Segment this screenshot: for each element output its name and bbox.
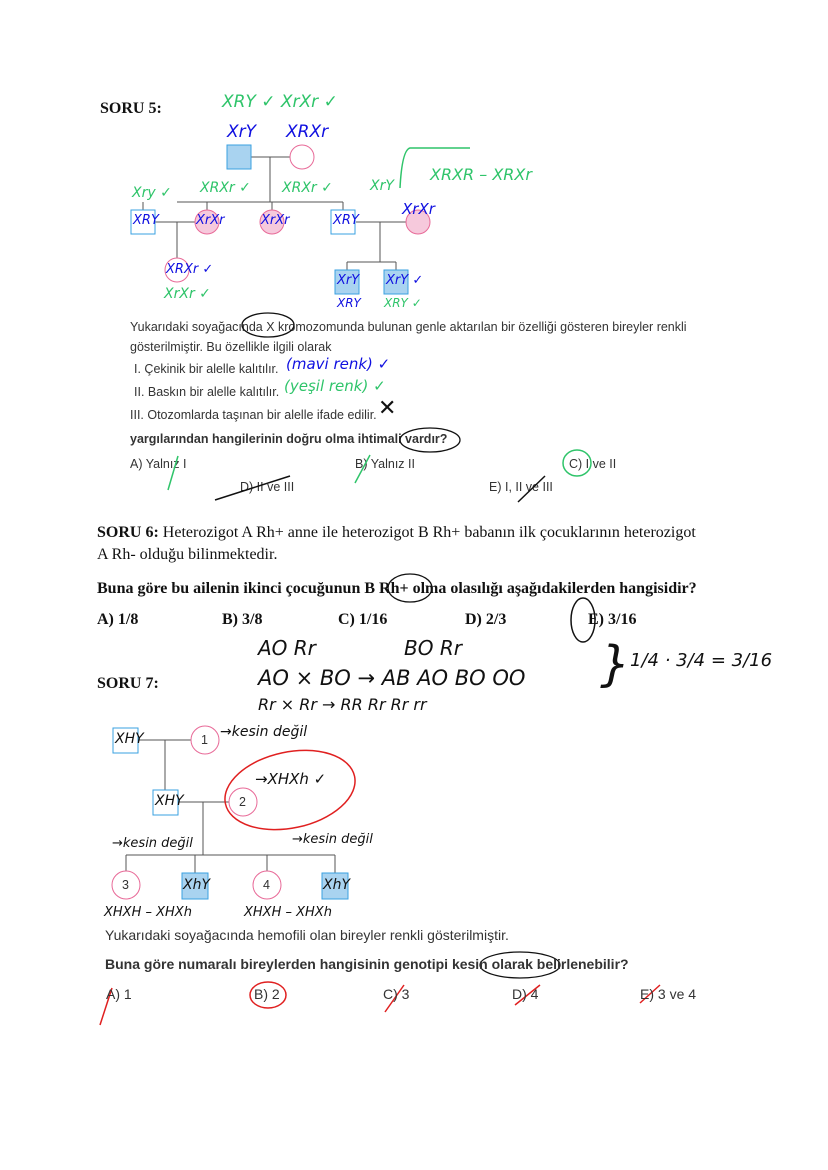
s6-stem-text: Heterozigot A Rh+ anne ile heterozigot B Rh+ babanın ilk çocuklarının heterozigot	[158, 524, 696, 541]
s7-note-3-below: XHXH – XHXh	[104, 905, 192, 920]
s5-note-g2-3: XRXr ✓	[282, 180, 333, 196]
s5-note-granddaughter: XrXr ✓	[164, 286, 211, 302]
s7-label-3: 3	[122, 878, 129, 892]
s7-heading: SORU 7:	[97, 675, 159, 692]
s7-note-2: →XHXh ✓	[255, 770, 327, 788]
s5-statement-3: III. Otozomlarda taşınan bir alelle ifade edilir.	[130, 408, 377, 422]
s5-question: yargılarından hangilerinin doğru olma ihtimali vardır?	[130, 432, 448, 446]
s5-statement-2: II. Baskın bir alelle kalıtılır.	[134, 385, 280, 399]
s7-geno-father: XHY	[155, 793, 184, 809]
s6-option-c[interactable]: C) 1/16	[338, 611, 388, 628]
s5-option-d[interactable]: D) II ve III	[240, 480, 295, 494]
s5-statement-2-note: (yeşil renk) ✓	[284, 377, 386, 395]
s5-geno-wife2: XrXr	[402, 200, 435, 218]
s5-note-g2-5: XRXR – XRXr	[430, 165, 532, 184]
s5-option-b[interactable]: B) Yalnız II	[355, 457, 415, 471]
s6-work-result: 1/4 · 3/4 = 3/16	[630, 650, 773, 671]
s5-note-g2-2: XRXr ✓	[200, 180, 251, 196]
s6-question: Buna göre bu ailenin ikinci çocuğunun B Rh+ olma olasılığı aşağıdakilerden hangisidir?	[97, 580, 697, 597]
s5-note-g2-1: Xry ✓	[132, 185, 172, 201]
s7-label-2: 2	[239, 795, 246, 809]
s7-option-d[interactable]: D) 4	[512, 986, 539, 1002]
s6-work-cross1: AO × BO → AB AO BO OO	[258, 666, 526, 690]
s5-geno-grandson2: XrY ✓	[386, 273, 424, 288]
s6-brace: }	[600, 636, 631, 692]
s7-label-4: 4	[263, 878, 270, 892]
s6-stem-2: A Rh- olduğu bilinmektedir.	[97, 546, 278, 563]
s7-stem: Yukarıdaki soyağacında hemofili olan bireyler renkli gösterilmiştir.	[105, 927, 509, 943]
s5-option-c[interactable]: C) I ve II	[569, 457, 617, 471]
s6-option-e[interactable]: E) 3/16	[588, 611, 637, 628]
s7-option-e[interactable]: E) 3 ve 4	[640, 986, 697, 1002]
s5-geno-wife1: XrXr	[196, 213, 225, 228]
s5-stem-2: gösterilmiştir. Bu özellikle ilgili olarak	[130, 340, 332, 354]
s5-note-g2-4: XrY	[370, 178, 394, 194]
s7-question: Buna göre numaralı bireylerden hangisinin genotipi kesin olarak belirlenebilir?	[105, 956, 629, 972]
s5-geno-son2: XRY	[333, 213, 359, 228]
s5-option-a[interactable]: A) Yalnız I	[130, 457, 187, 471]
s5-statement-1: I. Çekinik bir alelle kalıtılır.	[134, 362, 279, 376]
s6-heading: SORU 6:	[97, 524, 159, 541]
s5-statement-1-note: (mavi renk) ✓	[286, 355, 391, 373]
s6-work-father: BO Rr	[404, 636, 462, 660]
s7-note-3: →kesin değil	[112, 836, 193, 851]
s7-option-c[interactable]: C) 3	[383, 986, 410, 1002]
s7-note-1: →kesin değil	[220, 724, 308, 740]
s7-label-1: 1	[201, 733, 208, 747]
s5-option-e[interactable]: E) I, II ve III	[489, 480, 553, 494]
s6-option-d[interactable]: D) 2/3	[465, 611, 507, 628]
s5-statement-3-note: ✕	[378, 396, 397, 421]
s5-stem-1: Yukarıdaki soyağacında X kromozomunda bulunan genle aktarılan bir özelliği gösteren bireyler renkli	[130, 320, 687, 334]
s7-note-4-below: XHXH – XHXh	[244, 905, 332, 920]
s6-option-b[interactable]: B) 3/8	[222, 611, 263, 628]
s5-geno-daughter: XrXr	[261, 213, 290, 228]
s5-note-mother: XRXr	[286, 122, 329, 142]
s7-geno-son2: XhY	[323, 877, 351, 893]
s5-geno-grandson1-below: XRY	[337, 296, 361, 310]
s7-note-4: →kesin değil	[292, 832, 373, 847]
soru5-heading: SORU 5:	[100, 100, 162, 117]
s7-option-a[interactable]: A) 1	[106, 986, 132, 1002]
s6-work-cross2: Rr × Rr → RR Rr Rr rr	[258, 695, 427, 714]
s5-geno-son1: XRY	[133, 213, 159, 228]
s7-geno-son1: XhY	[183, 877, 211, 893]
s5-note-father: XrY	[227, 122, 257, 142]
s6-work-mother: AO Rr	[258, 636, 316, 660]
s5-geno-granddaughter: XRXr ✓	[166, 262, 214, 277]
s5-note-top-green: XRY ✓ XrXr ✓	[222, 92, 338, 112]
s5-geno-grandson2-below: XRY ✓	[384, 296, 422, 310]
s7-option-b[interactable]: B) 2	[254, 986, 280, 1002]
s6-option-a[interactable]: A) 1/8	[97, 611, 139, 628]
s5-geno-grandson1: XrY	[337, 273, 360, 288]
s7-geno-grandfather: XHY	[115, 731, 144, 747]
